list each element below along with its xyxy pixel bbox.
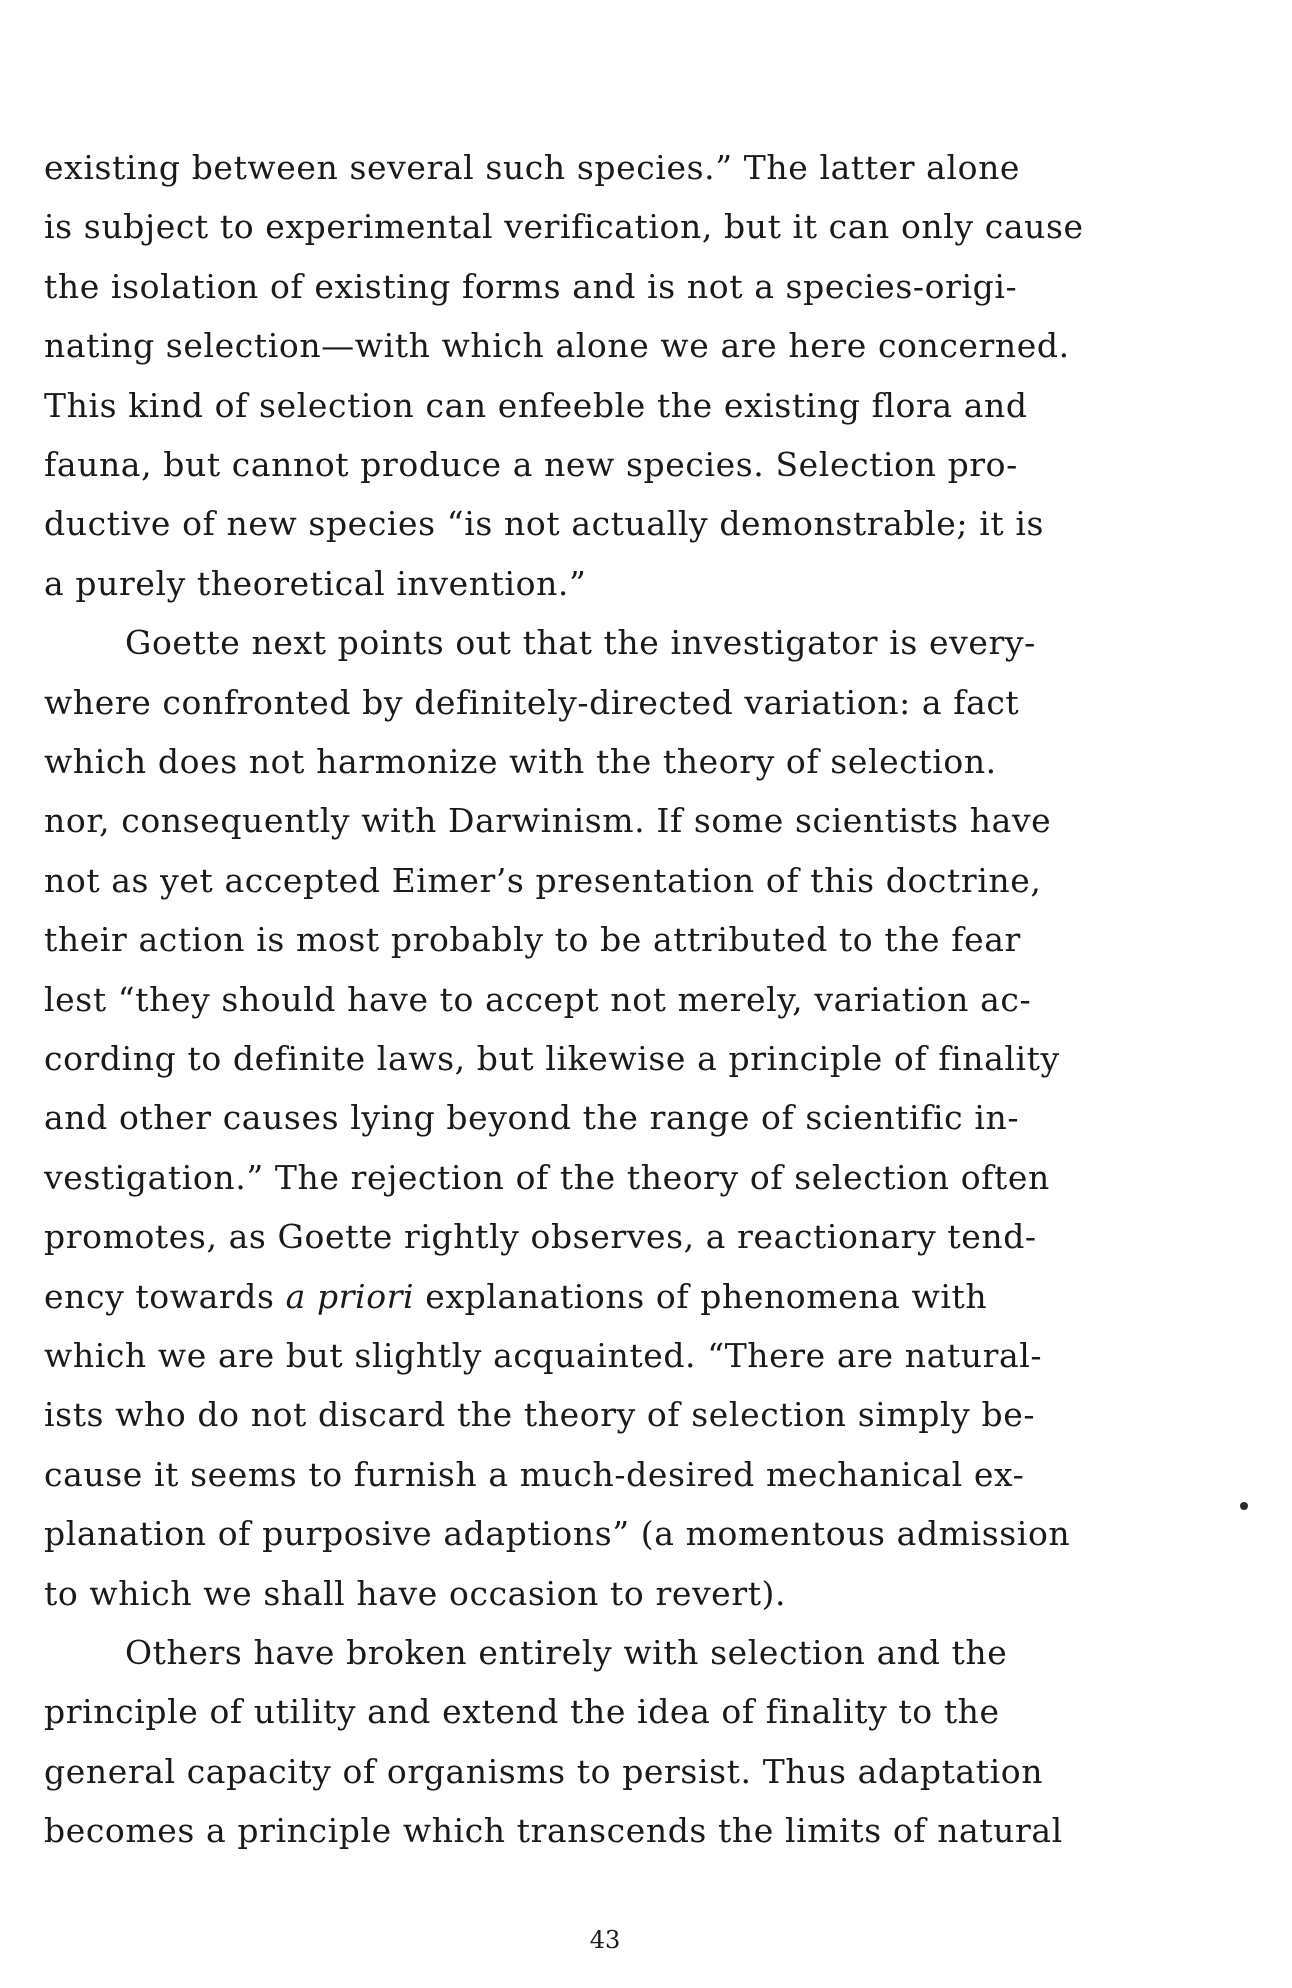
text-line-2: is subject to experimental verification, but it can only cause: [44, 207, 1084, 246]
text-segment: explanations of phenomena with: [414, 1277, 988, 1316]
text-line-7: ductive of new species “is not actually demonstrable; it is: [44, 504, 1045, 543]
text-line-1: existing between several such species.” The latter alone: [44, 148, 1021, 187]
text-line-6: fauna, but cannot produce a new species. Selection pro-: [44, 445, 1018, 484]
text-line-15: lest “they should have to accept not merely, variation ac-: [44, 980, 1032, 1019]
text-line-24: planation of purposive adaptions” (a momentous admission: [44, 1514, 1071, 1553]
text-line-27: principle of utility and extend the idea of finality to the: [44, 1692, 1000, 1731]
text-line-18: vestigation.” The rejection of the theory of selection often: [44, 1158, 1050, 1197]
text-line-5: This kind of selection can enfeeble the existing flora and: [44, 386, 1028, 425]
text-line-14: their action is most probably to be attributed to the fear: [44, 920, 1021, 959]
text-line-4: nating selection—with which alone we are here concerned.: [44, 326, 1070, 365]
italic-phrase: a priori: [285, 1277, 415, 1316]
text-line-9: Goette next points out that the investigator is every-: [125, 623, 1036, 662]
text-line-8: a purely theoretical invention.”: [44, 564, 587, 603]
text-line-26: Others have broken entirely with selection and the: [125, 1633, 1008, 1672]
text-line-28: general capacity of organisms to persist. Thus adaptation: [44, 1752, 1044, 1791]
text-line-29: becomes a principle which transcends the limits of natural: [44, 1811, 1063, 1850]
text-line-20: [44, 1277, 987, 1317]
text-line-23: cause it seems to furnish a much-desired mechanical ex-: [44, 1455, 1025, 1494]
text-line-17: and other causes lying beyond the range of scientific in-: [44, 1098, 1020, 1137]
page-number: 43: [589, 1926, 621, 1954]
text-line-25: to which we shall have occasion to revert).: [44, 1574, 787, 1613]
text-line-12: nor, consequently with Darwinism. If some scientists have: [44, 801, 1052, 840]
text-line-21: which we are but slightly acquainted. “There are natural-: [44, 1336, 1043, 1375]
text-line-16: cording to definite laws, but likewise a principle of finality: [44, 1039, 1060, 1078]
text-line-22: ists who do not discard the theory of selection simply be-: [44, 1395, 1036, 1434]
text-line-10: where confronted by definitely-directed variation: a fact: [44, 683, 1020, 722]
text-line-3: the isolation of existing forms and is not a species-origi-: [44, 267, 1018, 306]
text-line-19: promotes, as Goette rightly observes, a reactionary tend-: [44, 1217, 1037, 1256]
ink-speck: [1240, 1502, 1248, 1510]
text-segment: ency towards: [44, 1277, 286, 1316]
text-line-11: which does not harmonize with the theory of selection.: [44, 742, 997, 781]
text-line-13: not as yet accepted Eimer’s presentation of this doctrine,: [44, 861, 1042, 900]
